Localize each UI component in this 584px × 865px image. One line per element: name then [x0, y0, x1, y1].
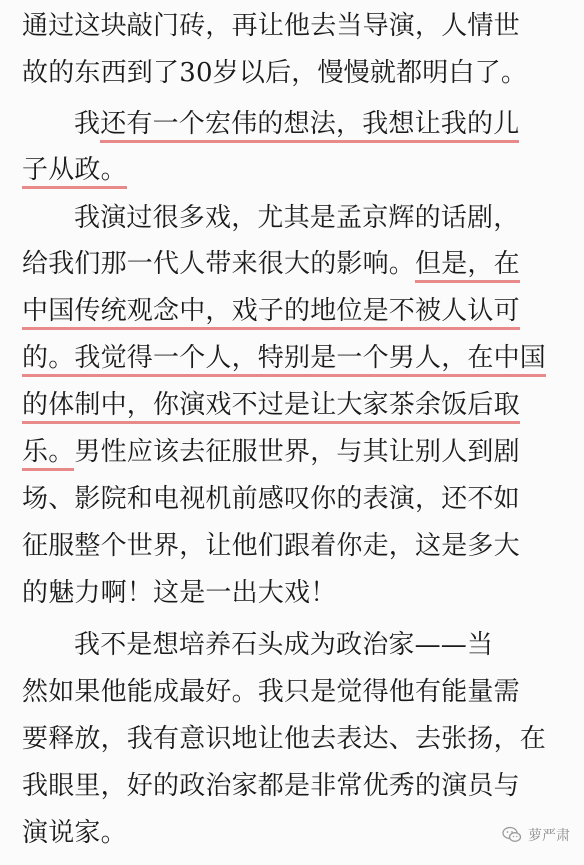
- text-line: [22, 674, 582, 710]
- line-text: 我演过很多戏，尤其是孟京辉的话剧，: [74, 203, 520, 233]
- line-text: 我: [74, 109, 101, 139]
- cut-off-next-line: [22, 853, 562, 865]
- text-line: [22, 340, 582, 376]
- underlined-text: 还有一个宏伟的想法，我想让我的儿: [100, 109, 519, 143]
- underlined-text: 但是，在: [415, 249, 520, 283]
- line-text: 要释放，我有意识地让他去表达、去张扬，在: [22, 724, 547, 754]
- text-line: [74, 200, 584, 236]
- wechat-icon: [502, 826, 522, 844]
- line-text: 通过这块敲门砖，再让他去当导演，人情世: [22, 11, 520, 41]
- text-line: [22, 55, 582, 91]
- line-text: 故的东西到了30岁以后，慢慢就都明白了。: [22, 58, 528, 88]
- underlined-text: 乐。: [22, 437, 74, 471]
- text-line: [22, 434, 582, 470]
- text-line: [22, 8, 582, 44]
- text-line: [74, 627, 584, 663]
- text-line: [22, 815, 582, 851]
- watermark-text: 萝严肃: [528, 828, 570, 844]
- text-line: [22, 481, 582, 517]
- line-text: 男性应该去征服世界，与其让别人到剧: [74, 437, 520, 467]
- text-line: [22, 721, 582, 757]
- underlined-text: 中国传统观念中，戏子的地位是不被人认可: [22, 296, 520, 330]
- line-text: 我不是想培养石头成为政治家——当: [74, 630, 494, 660]
- text-line: [22, 387, 582, 423]
- underlined-text: 子从政。: [22, 155, 127, 189]
- line-text: 我眼里，好的政治家都是非常优秀的演员与: [22, 771, 520, 801]
- text-line: [22, 528, 582, 564]
- text-line: [74, 106, 584, 142]
- line-text: 的魅力啊！这是一出大戏！: [22, 578, 337, 608]
- line-text: 场、影院和电视机前感叹你的表演，还不如: [22, 484, 520, 514]
- text-line: [22, 152, 582, 188]
- underlined-text: 的体制中，你演戏不过是让大家茶余饭后取: [22, 390, 520, 424]
- line-text: 演说家。: [22, 818, 127, 848]
- line-text: 给我们那一代人带来很大的影响。: [22, 249, 416, 279]
- line-text: 然如果他能成最好。我只是觉得他有能量需: [22, 677, 520, 707]
- underlined-text: 的。我觉得一个人，特别是一个男人，在中国: [22, 343, 546, 377]
- line-text: 征服整个世界，让他们跟着你走，这是多大: [22, 531, 520, 561]
- text-line: [22, 246, 582, 282]
- watermark: [502, 825, 570, 845]
- text-line: [22, 768, 582, 804]
- text-line: [22, 293, 582, 329]
- text-line: [22, 575, 582, 611]
